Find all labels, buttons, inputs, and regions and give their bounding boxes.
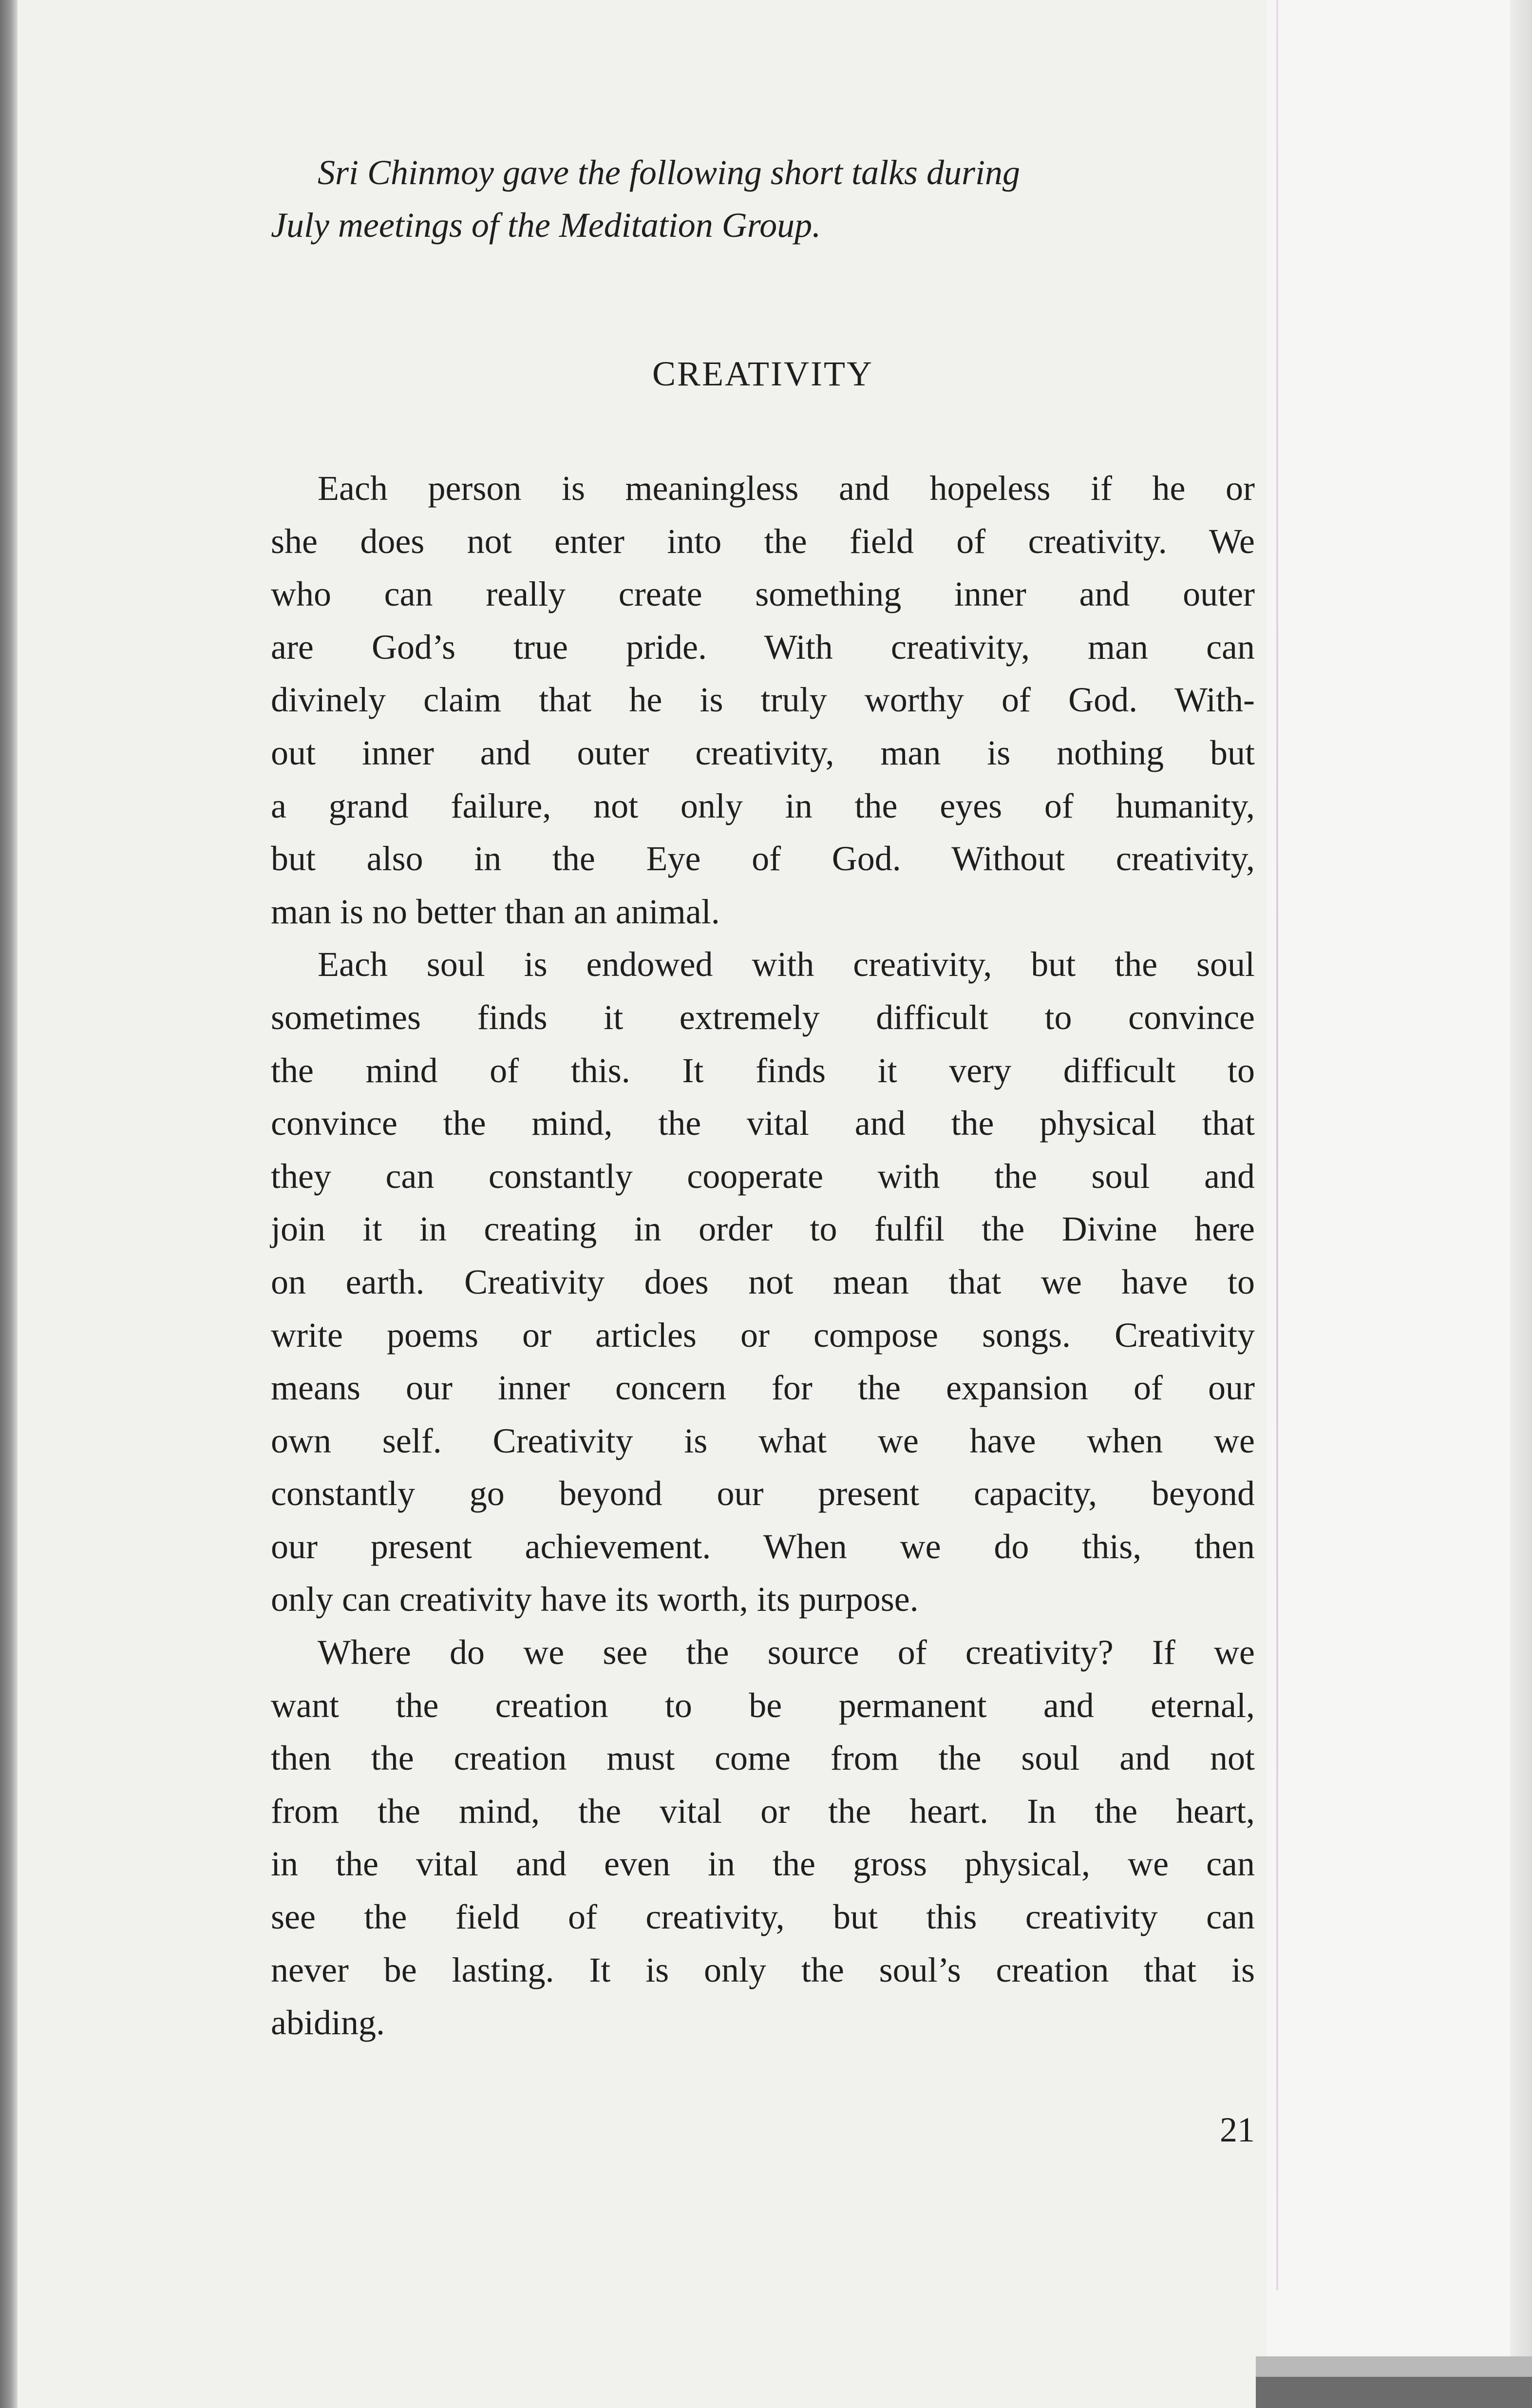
paragraph [271,462,1255,938]
text-line: on earth. Creativity does not mean that we have to [271,1262,1255,1301]
text-line: only can creativity have its worth, its purpose. [271,1580,919,1619]
text-line: in the vital and even in the gross physical, we can [271,1844,1255,1884]
text-line: Where do we see the source of creativity? If we [318,1633,1255,1672]
text-line: never be lasting. It is only the soul’s creation that is [271,1950,1255,1989]
text-line: means our inner concern for the expansion of our [271,1368,1255,1408]
body-text [271,462,1255,2049]
text-line: the mind of this. It finds it very difficult to [271,1051,1255,1090]
text-line: out inner and outer creativity, man is nothing but [271,733,1255,772]
text-line: write poems or articles or compose songs. Creativity [271,1315,1255,1355]
text-line: from the mind, the vital or the heart. In the heart, [271,1791,1255,1831]
text-line: our present achievement. When we do this, then [271,1527,1255,1566]
text-line: abiding. [271,2003,385,2043]
binding-shadow [0,0,18,2408]
right-margin [1267,0,1532,2408]
section-heading: CREATIVITY [652,354,873,393]
text-line: sometimes finds it extremely difficult to convince [271,997,1255,1037]
text-line: Each soul is endowed with creativity, but the soul [318,945,1255,984]
paragraph [271,1626,1255,2049]
text-line: own self. Creativity is what we have when we [271,1421,1255,1460]
text-line: constantly go beyond our present capacity, beyond [271,1474,1255,1513]
text-line: then the creation must come from the soul and not [271,1739,1255,1778]
text-line: a grand failure, not only in the eyes of humanity, [271,786,1255,825]
scan-bottom-edge-light [1256,2356,1532,2377]
intro-note [271,146,1255,251]
text-line: she does not enter into the field of creativity. We [271,521,1255,561]
scan-bottom-edge [1256,2377,1532,2408]
page-edge-line [1276,0,1278,2290]
page-number: 21 [1220,2110,1255,2149]
text-line: who can really create something inner and outer [271,574,1255,614]
text-line: want the creation to be permanent and eternal, [271,1685,1255,1725]
scan-edge [1510,0,1532,2408]
text-line: convince the mind, the vital and the physical that [271,1104,1255,1143]
page-content [271,146,1255,2049]
text-line: they can constantly cooperate with the soul and [271,1156,1255,1196]
intro-line: Sri Chinmoy gave the following short talks during [318,153,1020,192]
text-line: divinely claim that he is truly worthy of God. With- [271,680,1255,720]
paragraph [271,938,1255,1626]
text-line: see the field of creativity, but this creativity can [271,1897,1255,1937]
text-line: join it in creating in order to fulfil the Divine here [271,1209,1255,1249]
text-line: Each person is meaningless and hopeless if he or [318,469,1255,508]
intro-line: July meetings of the Meditation Group. [271,206,821,245]
text-line: but also in the Eye of God. Without creativity, [271,839,1255,879]
text-line: are God’s true pride. With creativity, man can [271,627,1255,667]
text-line: man is no better than an animal. [271,892,720,931]
